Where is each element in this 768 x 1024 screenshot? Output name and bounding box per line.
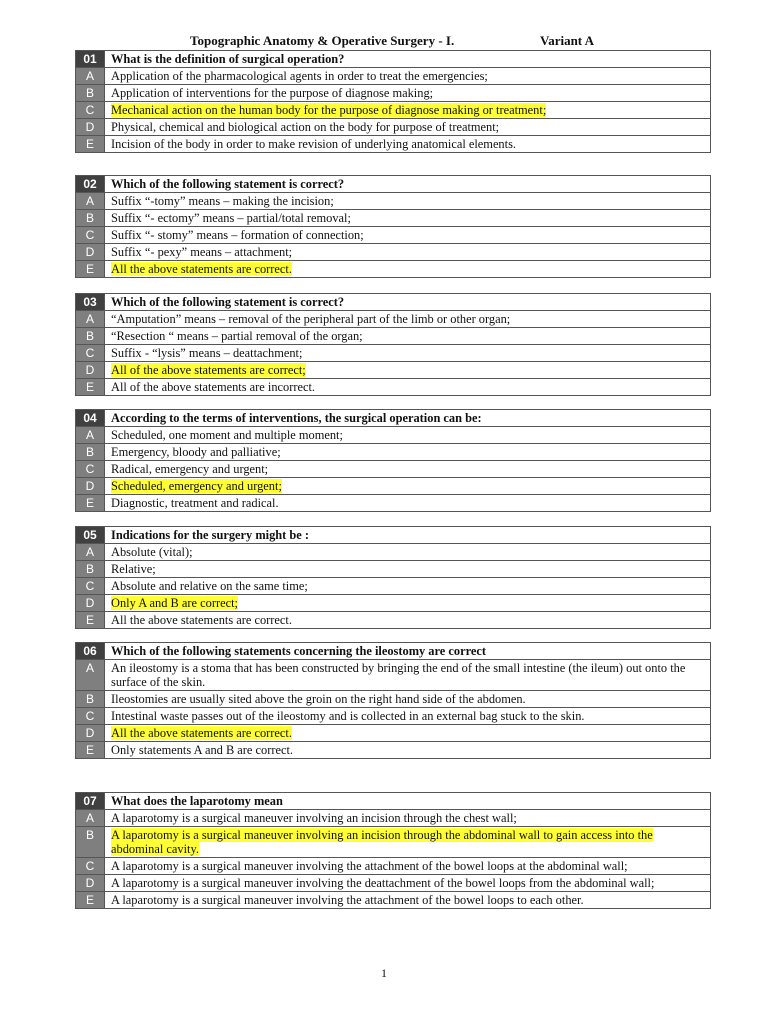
option-letter: C bbox=[76, 102, 105, 119]
option-text: A laparotomy is a surgical maneuver involving the attachment of the bowel loops at the abdominal wall; bbox=[111, 859, 628, 873]
option-letter: D bbox=[76, 725, 105, 742]
option-cell bbox=[105, 227, 711, 244]
option-cell bbox=[105, 725, 711, 742]
option-letter: A bbox=[76, 810, 105, 827]
answer-option-row bbox=[76, 660, 711, 691]
option-cell bbox=[105, 495, 711, 512]
option-letter: A bbox=[76, 660, 105, 691]
answer-option-row bbox=[76, 810, 711, 827]
option-cell bbox=[105, 660, 711, 691]
option-cell bbox=[105, 708, 711, 725]
option-letter: B bbox=[76, 210, 105, 227]
question-block bbox=[75, 526, 711, 629]
option-letter: C bbox=[76, 345, 105, 362]
question-header-row bbox=[76, 51, 711, 68]
answer-option-row bbox=[76, 68, 711, 85]
answer-option-row bbox=[76, 119, 711, 136]
answer-option-row bbox=[76, 708, 711, 725]
option-letter: E bbox=[76, 495, 105, 512]
highlighted-answer-text: All the above statements are correct. bbox=[111, 726, 292, 740]
option-cell bbox=[105, 742, 711, 759]
option-cell bbox=[105, 827, 711, 858]
option-cell bbox=[105, 362, 711, 379]
answer-option-row bbox=[76, 858, 711, 875]
option-cell bbox=[105, 102, 711, 119]
answer-option-row bbox=[76, 444, 711, 461]
question-number: 03 bbox=[76, 294, 105, 311]
answer-option-row bbox=[76, 328, 711, 345]
question-block bbox=[75, 50, 711, 153]
answer-option-row bbox=[76, 578, 711, 595]
question-text: Which of the following statement is correct? bbox=[105, 176, 711, 193]
option-letter: D bbox=[76, 595, 105, 612]
option-letter: E bbox=[76, 379, 105, 396]
option-letter: A bbox=[76, 427, 105, 444]
option-text: “Resection “ means – partial removal of the organ; bbox=[111, 329, 363, 343]
answer-option-row bbox=[76, 544, 711, 561]
answer-option-row bbox=[76, 742, 711, 759]
answer-option-row bbox=[76, 102, 711, 119]
option-text: Application of the pharmacological agents in order to treat the emergencies; bbox=[111, 69, 488, 83]
question-text: According to the terms of interventions, the surgical operation can be: bbox=[105, 410, 711, 427]
option-cell bbox=[105, 210, 711, 227]
option-text: Relative; bbox=[111, 562, 156, 576]
option-cell bbox=[105, 810, 711, 827]
option-text: Physical, chemical and biological action on the body for purpose of treatment; bbox=[111, 120, 500, 134]
question-block bbox=[75, 293, 711, 396]
variant-label: Variant A bbox=[540, 33, 595, 48]
option-letter: C bbox=[76, 461, 105, 478]
question-header-row bbox=[76, 294, 711, 311]
highlighted-answer-text: A laparotomy is a surgical maneuver involving an incision through the abdominal wall to gain access into the abdominal cavity. bbox=[111, 828, 653, 856]
answer-option-row bbox=[76, 345, 711, 362]
answer-option-row bbox=[76, 227, 711, 244]
question-text: What does the laparotomy mean bbox=[105, 793, 711, 810]
option-letter: B bbox=[76, 691, 105, 708]
question-header-row bbox=[76, 410, 711, 427]
option-cell bbox=[105, 193, 711, 210]
option-text: Intestinal waste passes out of the ileostomy and is collected in an external bag stuck to the skin. bbox=[111, 709, 585, 723]
option-cell bbox=[105, 875, 711, 892]
question-header-row bbox=[76, 176, 711, 193]
option-letter: D bbox=[76, 362, 105, 379]
question-number: 01 bbox=[76, 51, 105, 68]
answer-option-row bbox=[76, 85, 711, 102]
option-letter: B bbox=[76, 85, 105, 102]
option-cell bbox=[105, 561, 711, 578]
highlighted-answer-text: All the above statements are correct. bbox=[111, 262, 292, 276]
option-letter: D bbox=[76, 244, 105, 261]
option-text: Radical, emergency and urgent; bbox=[111, 462, 269, 476]
option-letter: C bbox=[76, 858, 105, 875]
option-cell bbox=[105, 345, 711, 362]
question-block bbox=[75, 792, 711, 909]
answer-option-row bbox=[76, 495, 711, 512]
document-title: Topographic Anatomy & Operative Surgery - I. bbox=[190, 33, 455, 48]
option-text: Absolute (vital); bbox=[111, 545, 193, 559]
option-letter: E bbox=[76, 892, 105, 909]
answer-option-row bbox=[76, 427, 711, 444]
question-text: Indications for the surgery might be : bbox=[105, 527, 711, 544]
option-cell bbox=[105, 578, 711, 595]
question-number: 07 bbox=[76, 793, 105, 810]
option-cell bbox=[105, 691, 711, 708]
option-letter: C bbox=[76, 708, 105, 725]
answer-option-row bbox=[76, 827, 711, 858]
answer-option-row bbox=[76, 612, 711, 629]
question-header-row bbox=[76, 793, 711, 810]
option-letter: D bbox=[76, 875, 105, 892]
option-letter: B bbox=[76, 444, 105, 461]
option-letter: C bbox=[76, 227, 105, 244]
document-header bbox=[0, 33, 768, 49]
option-text: An ileostomy is a stoma that has been constructed by bringing the end of the small intestine (the ileum) out onto the surface of the skin. bbox=[111, 661, 686, 689]
answer-option-row bbox=[76, 379, 711, 396]
option-letter: E bbox=[76, 261, 105, 278]
question-header-row bbox=[76, 643, 711, 660]
option-text: All of the above statements are incorrect. bbox=[111, 380, 316, 394]
highlighted-answer-text: Mechanical action on the human body for the purpose of diagnose making or treatment; bbox=[111, 103, 547, 117]
option-text: Scheduled, one moment and multiple moment; bbox=[111, 428, 343, 442]
option-letter: A bbox=[76, 544, 105, 561]
question-number: 06 bbox=[76, 643, 105, 660]
option-cell bbox=[105, 478, 711, 495]
option-cell bbox=[105, 119, 711, 136]
answer-option-row bbox=[76, 725, 711, 742]
option-cell bbox=[105, 612, 711, 629]
answer-option-row bbox=[76, 193, 711, 210]
option-letter: E bbox=[76, 612, 105, 629]
option-cell bbox=[105, 892, 711, 909]
highlighted-answer-text: Scheduled, emergency and urgent; bbox=[111, 479, 282, 493]
answer-option-row bbox=[76, 478, 711, 495]
option-text: “Amputation” means – removal of the peripheral part of the limb or other organ; bbox=[111, 312, 511, 326]
option-letter: D bbox=[76, 478, 105, 495]
option-letter: A bbox=[76, 68, 105, 85]
answer-option-row bbox=[76, 461, 711, 478]
option-text: Only statements A and B are correct. bbox=[111, 743, 294, 757]
option-cell bbox=[105, 136, 711, 153]
option-text: Ileostomies are usually sited above the groin on the right hand side of the abdomen. bbox=[111, 692, 526, 706]
answer-option-row bbox=[76, 595, 711, 612]
question-number: 04 bbox=[76, 410, 105, 427]
question-block bbox=[75, 642, 711, 759]
option-letter: B bbox=[76, 827, 105, 858]
option-letter: A bbox=[76, 193, 105, 210]
answer-option-row bbox=[76, 561, 711, 578]
option-cell bbox=[105, 261, 711, 278]
option-text: Diagnostic, treatment and radical. bbox=[111, 496, 279, 510]
option-letter: D bbox=[76, 119, 105, 136]
option-cell bbox=[105, 68, 711, 85]
option-letter: E bbox=[76, 742, 105, 759]
option-letter: C bbox=[76, 578, 105, 595]
option-text: Incision of the body in order to make revision of underlying anatomical elements. bbox=[111, 137, 516, 151]
answer-option-row bbox=[76, 691, 711, 708]
option-text: Emergency, bloody and palliative; bbox=[111, 445, 281, 459]
option-cell bbox=[105, 427, 711, 444]
option-letter: E bbox=[76, 136, 105, 153]
option-letter: B bbox=[76, 561, 105, 578]
question-text: Which of the following statements concerning the ileostomy are correct bbox=[105, 643, 711, 660]
question-number: 05 bbox=[76, 527, 105, 544]
answer-option-row bbox=[76, 362, 711, 379]
answer-option-row bbox=[76, 244, 711, 261]
question-text: What is the definition of surgical operation? bbox=[105, 51, 711, 68]
answer-option-row bbox=[76, 261, 711, 278]
question-text: Which of the following statement is correct? bbox=[105, 294, 711, 311]
answer-option-row bbox=[76, 210, 711, 227]
option-text: Suffix - “lysis” means – deattachment; bbox=[111, 346, 303, 360]
option-text: Application of interventions for the purpose of diagnose making; bbox=[111, 86, 434, 100]
option-cell bbox=[105, 379, 711, 396]
option-text: Suffix “- ectomy” means – partial/total removal; bbox=[111, 211, 351, 225]
option-letter: A bbox=[76, 311, 105, 328]
option-text: A laparotomy is a surgical maneuver involving the deattachment of the bowel loops from the abdominal wall; bbox=[111, 876, 655, 890]
answer-option-row bbox=[76, 892, 711, 909]
option-cell bbox=[105, 444, 711, 461]
answer-option-row bbox=[76, 311, 711, 328]
answer-option-row bbox=[76, 136, 711, 153]
page-number: 1 bbox=[381, 966, 387, 980]
option-cell bbox=[105, 85, 711, 102]
highlighted-answer-text: Only A and B are correct; bbox=[111, 596, 238, 610]
option-cell bbox=[105, 328, 711, 345]
option-text: Suffix “- stomy” means – formation of connection; bbox=[111, 228, 364, 242]
option-cell bbox=[105, 595, 711, 612]
option-text: A laparotomy is a surgical maneuver involving the attachment of the bowel loops to each other. bbox=[111, 893, 584, 907]
option-cell bbox=[105, 858, 711, 875]
question-block bbox=[75, 409, 711, 512]
highlighted-answer-text: All of the above statements are correct; bbox=[111, 363, 306, 377]
question-header-row bbox=[76, 527, 711, 544]
option-cell bbox=[105, 461, 711, 478]
question-block bbox=[75, 175, 711, 278]
option-letter: B bbox=[76, 328, 105, 345]
answer-option-row bbox=[76, 875, 711, 892]
option-text: Suffix “- pexy” means – attachment; bbox=[111, 245, 293, 259]
question-number: 02 bbox=[76, 176, 105, 193]
option-text: Suffix “-tomy” means – making the incision; bbox=[111, 194, 334, 208]
option-cell bbox=[105, 244, 711, 261]
option-text: All the above statements are correct. bbox=[111, 613, 292, 627]
option-text: Absolute and relative on the same time; bbox=[111, 579, 308, 593]
option-text: A laparotomy is a surgical maneuver involving an incision through the chest wall; bbox=[111, 811, 517, 825]
option-cell bbox=[105, 544, 711, 561]
option-cell bbox=[105, 311, 711, 328]
